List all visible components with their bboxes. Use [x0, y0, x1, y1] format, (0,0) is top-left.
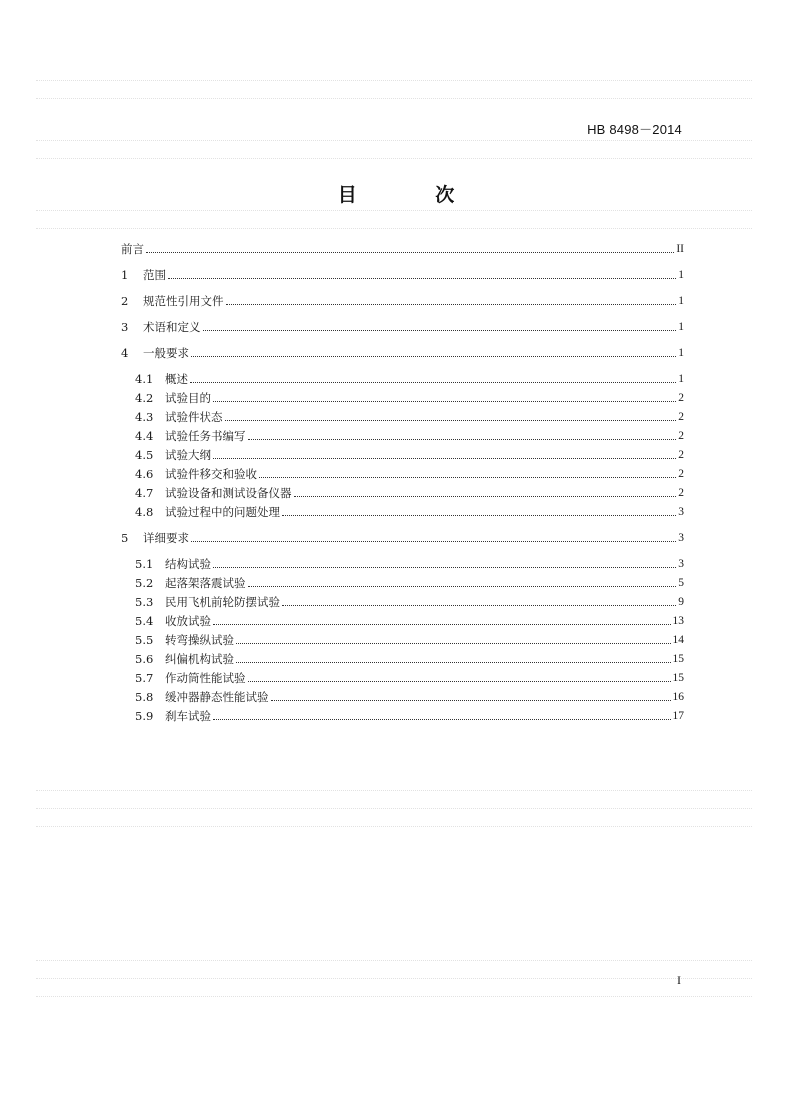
- scan-band: [36, 978, 752, 979]
- page-number: I: [677, 973, 681, 987]
- scan-band: [36, 140, 752, 141]
- toc-number: 5.3: [135, 595, 154, 609]
- toc-number: 2: [121, 294, 129, 308]
- toc-page: 2: [678, 392, 684, 404]
- toc-leader: [168, 278, 676, 279]
- toc-label: 详细要求: [143, 531, 189, 545]
- toc-leader: [294, 496, 677, 497]
- scan-band: [36, 790, 752, 791]
- toc-number: 4.4: [135, 429, 154, 443]
- toc-number: 4.5: [135, 448, 154, 462]
- scan-band: [36, 158, 752, 159]
- toc-number: 5.5: [135, 633, 154, 647]
- toc-number: 4.8: [135, 505, 154, 519]
- toc-number: 1: [121, 268, 129, 282]
- toc-leader: [213, 719, 671, 720]
- toc-leader: [248, 681, 671, 682]
- toc-label: 收放试验: [165, 614, 211, 628]
- toc-label: 试验件状态: [165, 410, 223, 424]
- toc-leader: [225, 420, 677, 421]
- toc-page: 2: [678, 430, 684, 442]
- scan-band: [36, 826, 752, 827]
- scan-band: [36, 210, 752, 211]
- toc-leader: [259, 477, 676, 478]
- toc-page: 13: [672, 615, 684, 627]
- toc-entry-preface[interactable]: [121, 240, 684, 258]
- toc-entry-4-5[interactable]: [135, 446, 684, 464]
- toc-number: 5.1: [135, 557, 154, 571]
- toc-page: 1: [678, 295, 684, 307]
- toc-label: 范围: [143, 268, 166, 282]
- scan-band: [36, 80, 752, 81]
- toc-label: 试验任务书编写: [165, 429, 246, 443]
- toc-leader: [146, 252, 674, 253]
- toc-page: 5: [678, 577, 684, 589]
- toc-number: 5.9: [135, 709, 154, 723]
- toc-entry-4-3[interactable]: [135, 408, 684, 426]
- toc-page: 2: [678, 449, 684, 461]
- toc-leader: [191, 356, 676, 357]
- toc-entry-4-2[interactable]: [135, 389, 684, 407]
- toc-entry-5-6[interactable]: [135, 650, 684, 668]
- toc-entry-5-9[interactable]: [135, 707, 684, 725]
- toc-label: 术语和定义: [143, 320, 201, 334]
- toc-label: 民用飞机前轮防摆试验: [165, 595, 280, 609]
- toc-leader: [248, 439, 677, 440]
- toc-leader: [271, 700, 671, 701]
- scan-band: [36, 228, 752, 229]
- toc-number: 3: [121, 320, 129, 334]
- toc-label: 试验过程中的问题处理: [165, 505, 280, 519]
- toc-label: 试验设备和测试设备仪器: [165, 486, 292, 500]
- toc-label: 纠偏机构试验: [165, 652, 234, 666]
- toc-entry-4-6[interactable]: [135, 465, 684, 483]
- toc-number: 5: [121, 531, 129, 545]
- toc-entry-4-4[interactable]: [135, 427, 684, 445]
- scan-band: [36, 996, 752, 997]
- toc-leader: [236, 662, 671, 663]
- toc-entry-2[interactable]: [121, 292, 684, 310]
- toc-page: 3: [678, 558, 684, 570]
- toc-label: 试验大纲: [165, 448, 211, 462]
- toc-number: 5.6: [135, 652, 154, 666]
- toc-page: 16: [672, 691, 684, 703]
- toc-page: II: [676, 243, 684, 255]
- toc-number: 4.3: [135, 410, 154, 424]
- toc-leader: [248, 586, 677, 587]
- scan-band: [36, 960, 752, 961]
- toc-leader: [213, 458, 676, 459]
- toc-leader: [213, 567, 676, 568]
- toc-entry-1[interactable]: [121, 266, 684, 284]
- toc-entry-5-2[interactable]: [135, 574, 684, 592]
- toc-entry-5-3[interactable]: [135, 593, 684, 611]
- toc-label: 转弯操纵试验: [165, 633, 234, 647]
- toc-leader: [213, 401, 676, 402]
- toc-entry-5-4[interactable]: [135, 612, 684, 630]
- toc-entry-4[interactable]: [121, 344, 684, 362]
- toc-page: 1: [678, 321, 684, 333]
- toc-page: 2: [678, 468, 684, 480]
- toc-page: 9: [678, 596, 684, 608]
- toc-number: 5.4: [135, 614, 154, 628]
- toc-leader: [191, 541, 676, 542]
- toc-label: 一般要求: [143, 346, 189, 360]
- toc-number: 4.2: [135, 391, 154, 405]
- toc-entry-5-5[interactable]: [135, 631, 684, 649]
- toc-label: 试验目的: [165, 391, 211, 405]
- toc-label: 规范性引用文件: [143, 294, 224, 308]
- toc-label: 前言: [121, 242, 144, 256]
- toc-label: 作动筒性能试验: [165, 671, 246, 685]
- toc-number: 4.7: [135, 486, 154, 500]
- page-title: 目 次: [337, 184, 491, 206]
- toc-entry-5[interactable]: [121, 529, 684, 547]
- toc-label: 试验件移交和验收: [165, 467, 257, 481]
- toc-page: 1: [678, 269, 684, 281]
- toc-leader: [282, 515, 676, 516]
- toc-entry-5-8[interactable]: [135, 688, 684, 706]
- scan-band: [36, 808, 752, 809]
- toc-number: 4.6: [135, 467, 154, 481]
- toc-label: 起落架落震试验: [165, 576, 246, 590]
- toc-page: 15: [672, 653, 684, 665]
- toc-page: 1: [678, 373, 684, 385]
- toc-leader: [190, 382, 676, 383]
- toc-page: 1: [678, 347, 684, 359]
- toc-entry-5-1[interactable]: [135, 555, 684, 573]
- document-code: HB 8498－2014: [587, 122, 682, 137]
- toc-page: 2: [678, 487, 684, 499]
- toc-entry-4-7[interactable]: [135, 484, 684, 502]
- toc-label: 结构试验: [165, 557, 211, 571]
- toc-page: 14: [672, 634, 684, 646]
- toc-entry-3[interactable]: [121, 318, 684, 336]
- scan-band: [36, 98, 752, 99]
- toc-number: 4: [121, 346, 129, 360]
- toc-page: 3: [678, 506, 684, 518]
- toc-page: 3: [678, 532, 684, 544]
- toc-label: 刹车试验: [165, 709, 211, 723]
- toc-label: 概述: [165, 372, 188, 386]
- toc-entry-5-7[interactable]: [135, 669, 684, 687]
- toc-number: 5.8: [135, 690, 154, 704]
- toc-leader: [236, 643, 671, 644]
- toc-label: 缓冲器静态性能试验: [165, 690, 269, 704]
- toc-leader: [203, 330, 677, 331]
- toc-entry-4-1[interactable]: [135, 370, 684, 388]
- toc-leader: [226, 304, 677, 305]
- toc-page: 17: [672, 710, 684, 722]
- toc-number: 5.2: [135, 576, 154, 590]
- toc-number: 4.1: [135, 372, 154, 386]
- toc-page: 15: [672, 672, 684, 684]
- toc-leader: [282, 605, 676, 606]
- toc-page: 2: [678, 411, 684, 423]
- toc-leader: [213, 624, 671, 625]
- toc-number: 5.7: [135, 671, 154, 685]
- toc-entry-4-8[interactable]: [135, 503, 684, 521]
